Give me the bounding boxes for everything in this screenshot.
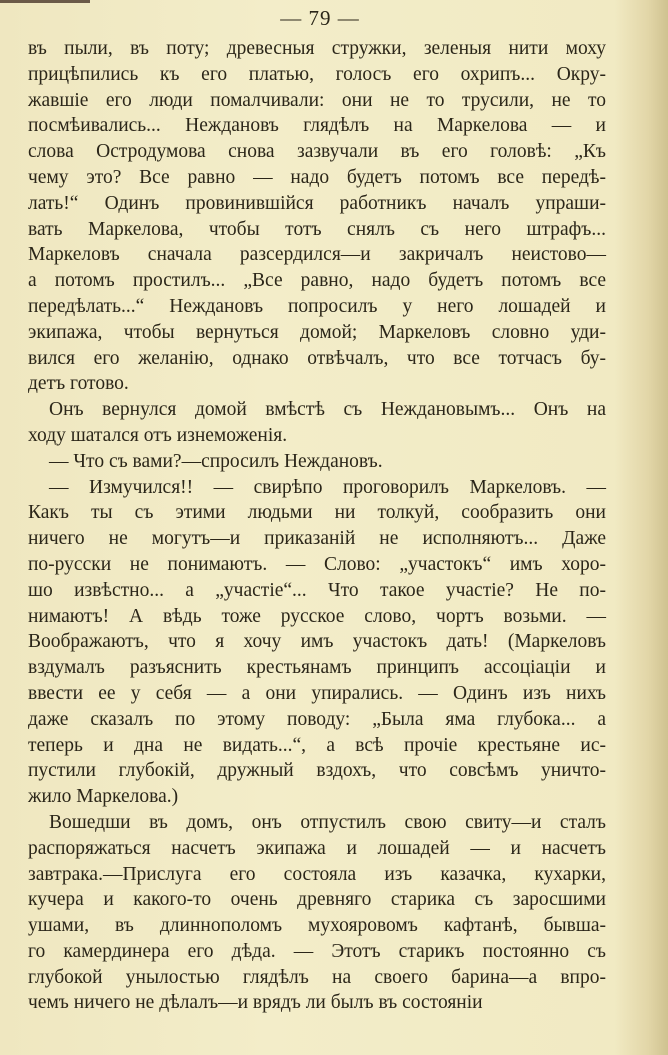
text-line: слова Остродумова снова зазвучали въ его головѣ: „Къ [28, 141, 606, 163]
body-text [28, 36, 606, 1016]
text-line: Вошедши въ домъ, онъ отпустилъ свою свиту—и сталъ [49, 811, 606, 833]
scan-edge-mark [0, 0, 90, 3]
text-line: Воображаютъ, что я хочу имъ участокъ дать! (Маркеловъ [28, 631, 606, 653]
text-line: Онъ вернулся домой вмѣстѣ съ Неждановымъ... Онъ на [49, 399, 606, 421]
text-line: передѣлать...“ Неждановъ попросилъ у него лошадей и [28, 295, 606, 317]
text-line: лать!“ Одинъ провинившійся работникъ началъ упраши- [28, 192, 606, 214]
text-line: по-русски не понимаютъ. — Слово: „участокъ“ имъ хоро- [28, 553, 606, 575]
text-line: даже сказалъ по этому поводу: „Была яма глубока... а [28, 708, 606, 730]
text-line: кучера и какого-то очень древняго старика съ заросшими [28, 889, 606, 911]
text-line: ушами, въ длиннополомъ мухояровомъ кафтанѣ, бывша- [28, 915, 606, 937]
text-line: завтрака.—Прислуга его состояла изъ казачка, кухарки, [28, 863, 606, 885]
text-line: экипажа, чтобы вернуться домой; Маркеловъ словно уди- [28, 321, 606, 343]
text-line: го камердинера его дѣда. — Этотъ старикъ постоянно съ [28, 940, 606, 962]
text-line: вился его желанію, однако отвѣчалъ, что все тотчасъ бу- [28, 347, 606, 369]
text-line: теперь и дна не видать...“, а всѣ прочіе крестьяне ис- [28, 734, 606, 756]
page-number: — 79 — [280, 6, 360, 30]
text-line: Какъ ты съ этими людьми ни толкуй, сообразить они [28, 502, 606, 524]
text-line: посмѣивались... Неждановъ глядѣлъ на Маркелова — и [28, 115, 606, 137]
text-line: чемъ ничего не дѣлалъ—и врядъ ли былъ въ состояніи [28, 992, 483, 1014]
text-line: Маркеловъ сначала разсердился—и закричалъ неистово— [28, 244, 606, 266]
text-line: прицѣпились къ его платью, голосъ его охрипъ... Окру- [28, 63, 606, 85]
text-line: глубокой унылостью глядѣлъ на своего барина—а впро- [28, 966, 606, 988]
text-line: шо извѣстно... а „участіе“... Что такое участіе? Не по- [28, 579, 606, 601]
text-line: пустили глубокій, дружный вздохъ, что совсѣмъ уничто- [28, 760, 606, 782]
text-line: вздумалъ разъяснить крестьянамъ принципъ ассоціаціи и [28, 657, 606, 679]
text-line: чему это? Все равно — надо будетъ потомъ все передѣ- [28, 166, 606, 188]
text-line: нимаютъ! А вѣдь тоже русское слово, чортъ возьми. — [28, 605, 606, 627]
text-line: вать Маркелова, чтобы тотъ снялъ съ него штрафъ... [28, 218, 606, 240]
text-line: — Что съ вами?—спросилъ Неждановъ. [49, 450, 383, 472]
text-line: детъ готово. [28, 373, 129, 395]
text-line: жавшіе его люди помалчивали: они не то трусили, не то [28, 89, 606, 111]
text-line: распоряжаться насчетъ экипажа и лошадей — и насчетъ [28, 837, 606, 859]
text-line: жило Маркелова.) [28, 786, 179, 808]
text-line: ничего не могутъ—и приказаній не исполняютъ... Даже [28, 528, 606, 550]
text-line: ходу шатался отъ изнеможенія. [28, 424, 288, 446]
text-line: ввести ее у себя — а они упирались. — Одинъ изъ нихъ [28, 682, 606, 704]
text-line: а потомъ простилъ... „Все равно, надо будетъ потомъ все [28, 270, 606, 292]
text-line: въ пыли, въ поту; древесныя стружки, зеленыя нити моху [28, 38, 606, 59]
text-line: — Измучился!! — свирѣпо проговорилъ Маркеловъ. — [49, 476, 606, 498]
